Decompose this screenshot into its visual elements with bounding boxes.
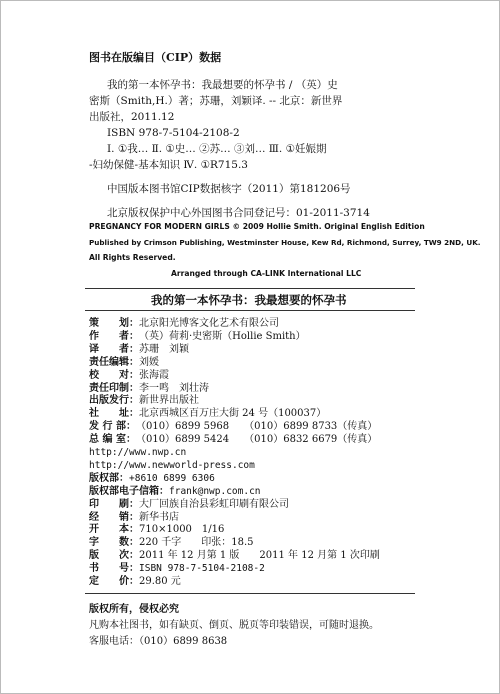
detail-value: http://www.nwp.cn bbox=[89, 447, 187, 458]
detail-value: 北京阳光博客文化艺术有限公司 bbox=[139, 318, 279, 329]
detail-row bbox=[89, 537, 254, 549]
detail-row bbox=[89, 447, 186, 459]
detail-value: frank@nwp.com.cn bbox=[169, 485, 261, 497]
detail-row bbox=[89, 563, 265, 575]
detail-value: （010）6899 5424 （010）6832 6679（传真） bbox=[135, 434, 378, 446]
detail-row bbox=[89, 395, 199, 407]
detail-value: 北京西城区百万庄大街 24 号（100037） bbox=[139, 408, 327, 420]
detail-label: 作 者： bbox=[89, 330, 139, 342]
cip-line: 我的第一本怀孕书：我最想要的怀孕书 / （英）史 bbox=[107, 79, 338, 91]
detail-label: 校 对： bbox=[89, 369, 139, 381]
detail-row bbox=[89, 408, 326, 420]
cip-line: Ⅰ. ①我… Ⅱ. ①史… ②苏… ③刘… Ⅲ. ①妊娠期 bbox=[107, 143, 327, 155]
detail-value: 张海霞 bbox=[139, 369, 169, 381]
detail-label: 责任印制： bbox=[89, 382, 139, 394]
return-policy: 凡购本社图书，如有缺页、倒页、脱页等印装错误，可随时退换。 bbox=[89, 620, 379, 631]
detail-value: （英）荷莉·史密斯（Hollie Smith） bbox=[139, 330, 306, 342]
divider-bottom bbox=[85, 593, 415, 594]
detail-label: 定 价： bbox=[89, 576, 139, 587]
detail-value: 新世界出版社 bbox=[139, 395, 199, 407]
cip-library-note: 中国版本图书馆CIP数据核字（2011）第181206号 bbox=[107, 183, 351, 195]
detail-label: 版权部： bbox=[89, 472, 129, 484]
book-title: 我的第一本怀孕书：我最想要的怀孕书 bbox=[151, 293, 347, 307]
divider-top bbox=[85, 288, 415, 289]
english-rights-line: All Rights Reserved. bbox=[89, 253, 176, 262]
detail-row bbox=[89, 383, 209, 395]
detail-label: 书 号： bbox=[89, 563, 139, 575]
detail-value: 大厂回族自治县彩虹印刷有限公司 bbox=[139, 498, 289, 510]
detail-row bbox=[89, 344, 189, 356]
cip-heading: 图书在版编目（CIP）数据 bbox=[89, 51, 222, 64]
detail-label: 印 刷： bbox=[89, 498, 139, 510]
detail-label: 译 者： bbox=[89, 343, 139, 355]
detail-row bbox=[89, 486, 261, 498]
detail-value: 29.80 元 bbox=[139, 576, 181, 587]
detail-value: 220 千字 印张：18.5 bbox=[139, 537, 254, 549]
rights-reserved: 版权所有，侵权必究 bbox=[89, 604, 179, 615]
detail-label: 经 销： bbox=[89, 511, 139, 523]
detail-value: +8610 6899 6306 bbox=[129, 472, 215, 484]
detail-value: 新华书店 bbox=[139, 511, 179, 523]
detail-row bbox=[89, 434, 377, 446]
divider-title bbox=[85, 310, 415, 311]
english-copyright-line: PREGNANCY FOR MODERN GIRLS © 2009 Hollie Smith. Original English Edition bbox=[89, 222, 425, 231]
detail-label: 出版发行： bbox=[89, 395, 139, 407]
detail-row bbox=[89, 421, 377, 433]
detail-value: ISBN 978-7-5104-2108-2 bbox=[139, 563, 265, 575]
detail-label: 字 数： bbox=[89, 537, 139, 549]
detail-label: 社 址： bbox=[89, 408, 139, 420]
detail-row bbox=[89, 357, 159, 369]
arranged-through: Arranged through CA-LINK International LLC bbox=[171, 269, 362, 278]
detail-value: （010）6899 5968 （010）6899 8733（传真） bbox=[135, 421, 378, 433]
detail-label: 策 划： bbox=[89, 318, 139, 329]
detail-label: 版 次： bbox=[89, 550, 139, 562]
detail-row bbox=[89, 524, 224, 536]
detail-value: 2011 年 12 月第 1 版 2011 年 12 月第 1 次印刷 bbox=[139, 550, 380, 562]
cip-line: 出版社，2011.12 bbox=[89, 111, 175, 123]
detail-value: 710×1000 1/16 bbox=[139, 524, 225, 536]
detail-row bbox=[89, 473, 215, 485]
detail-label: 版权部电子信箱： bbox=[89, 485, 169, 497]
detail-row bbox=[89, 550, 380, 562]
detail-value: 苏珊 刘颖 bbox=[139, 343, 189, 355]
cip-line: 密斯（Smith,H.）著；苏珊，刘颖译. -- 北京：新世界 bbox=[89, 95, 343, 107]
detail-row bbox=[89, 318, 279, 330]
detail-value: 刘媛 bbox=[139, 356, 159, 368]
detail-label: 发 行 部： bbox=[89, 421, 136, 433]
detail-label: 责任编辑： bbox=[89, 356, 139, 368]
detail-row bbox=[89, 576, 181, 588]
detail-row bbox=[89, 370, 169, 382]
detail-label: 开 本： bbox=[89, 524, 139, 536]
detail-row bbox=[89, 499, 289, 511]
detail-value: http://www.newworld-press.com bbox=[89, 459, 255, 471]
cip-line: -妇幼保健-基本知识 Ⅳ. ①R715.3 bbox=[89, 159, 248, 171]
detail-label: 总 编 室： bbox=[89, 434, 136, 446]
english-publisher-line: Published by Crimson Publishing, Westminster House, Kew Rd, Richmond, Surrey, TW9 2ND, UK. bbox=[89, 238, 481, 247]
detail-row bbox=[89, 512, 179, 524]
detail-row bbox=[89, 331, 306, 343]
service-phone: 客服电话：（010）6899 8638 bbox=[89, 636, 228, 647]
cip-isbn: ISBN 978-7-5104-2108-2 bbox=[107, 127, 240, 139]
detail-row bbox=[89, 460, 255, 472]
detail-value: 李一鸣 刘壮涛 bbox=[139, 382, 209, 394]
contract-number: 北京版权保护中心外国图书合同登记号：01-2011-3714 bbox=[107, 207, 370, 219]
